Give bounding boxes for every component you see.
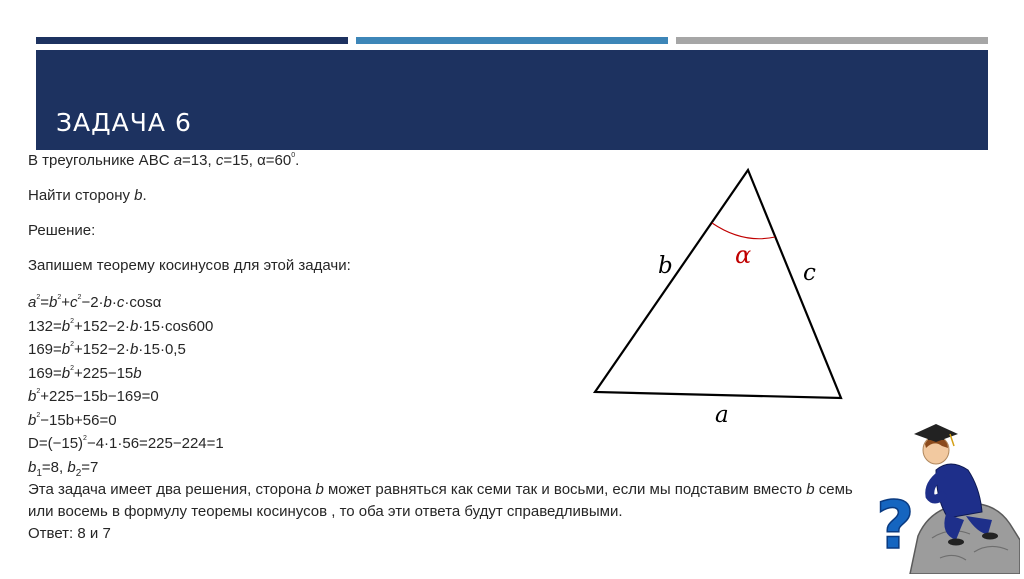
angle-label-alpha: α (735, 241, 752, 269)
problem-question: Найти сторону b. (28, 187, 147, 204)
side-label-b: b (658, 253, 673, 279)
equation-line: $169=b^2+225-15b$ (28, 364, 142, 382)
header-stripe-dark (36, 37, 348, 44)
student-illustration (870, 408, 1020, 574)
side-label-c: c (803, 260, 816, 286)
triangle-svg (585, 160, 855, 430)
conclusion-text: Эта задача имеет два решения, сторона b может равняться как семи так и восьми, если мы подставим вместо b семь или восемь в формулу теоремы косинусов , то оба эти ответа будут справедливыми. (28, 481, 853, 520)
question-mark-icon: ? (876, 487, 915, 564)
angle-alpha-arc (712, 223, 775, 239)
roots-line: $b_1=8$, $b_2=7$ (28, 458, 99, 479)
slide-title: ЗАДАЧА 6 (56, 108, 192, 137)
equation-line: $b^2-15b+56=0$ (28, 411, 117, 429)
title-banner (36, 50, 988, 150)
thinking-student-image (870, 408, 1020, 574)
header-stripe-blue (356, 37, 668, 44)
header-stripe-gray (676, 37, 988, 44)
equation-line: $132=b^2+152-2\cdot b\cdot 15\cdot\cos 600$ (28, 317, 214, 335)
problem-statement: В треугольнике ABC a=13, c=15, $\alpha=60^0$. (28, 152, 300, 169)
equation-line: $a^2=b^2+c^2-2\cdot b\cdot c\cdot\cos\alpha$ (28, 294, 162, 311)
equation-line: $b^2+225-15b-169=0$ (28, 388, 159, 405)
equation-line: $169=b^2+152-2\cdot b\cdot 15\cdot 0,5$ (28, 341, 186, 358)
solution-heading: Решение: (28, 222, 96, 239)
side-label-a: a (715, 402, 729, 428)
cosine-theorem-intro: Запишем теорему косинусов для этой задачи: (28, 257, 351, 274)
triangle-figure (585, 160, 855, 430)
discriminant-line: $D=(-15)^2-4\cdot 1\cdot 56=225-224=1$ (28, 435, 224, 452)
answer-text: Ответ: 8 и 7 (28, 525, 111, 542)
